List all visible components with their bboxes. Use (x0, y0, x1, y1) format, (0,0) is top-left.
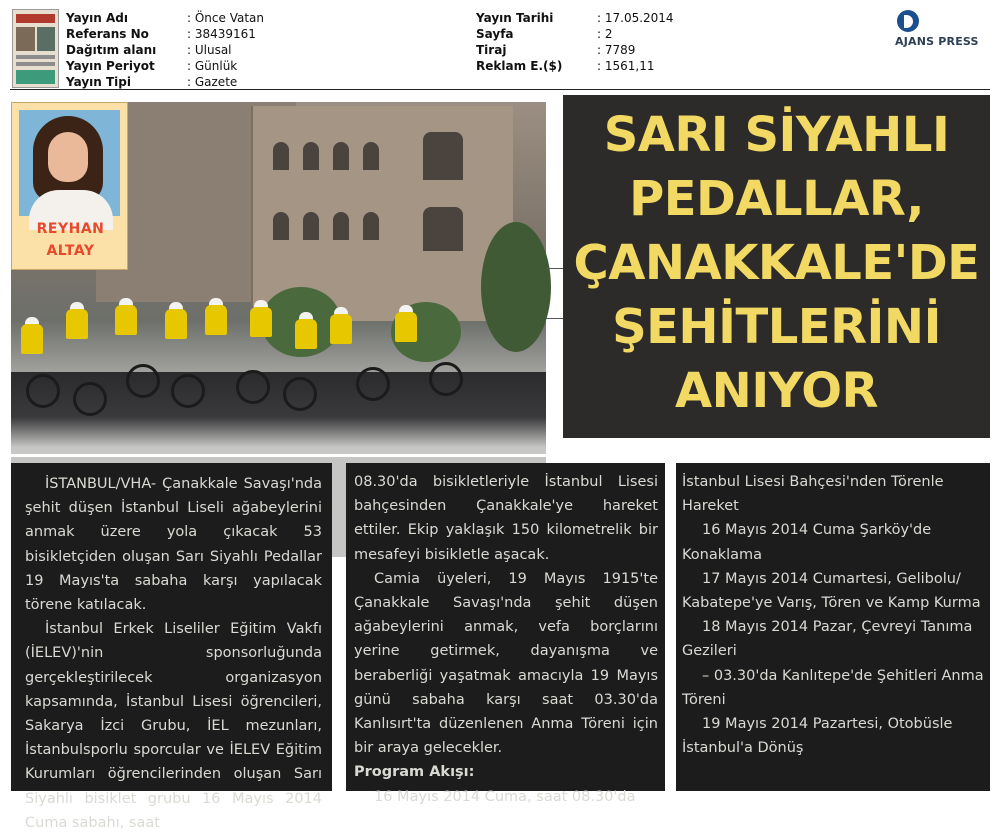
paragraph: İstanbul Erkek Liseliler Eğitim Vakfı (İELEV)'nin sponsorluğunda gerçekleştirilecek organizasyon kapsamında, İstanbul Lisesi öğrencileri, Sakarya İzci Grubu, İEL mezunları, İstanbulsporlu sporcular ve İELEV Eğitim Kurumları öğrencilerinden oluşan Sarı Siyahlı bisiklet grubu 16 Mayıs 2014 Cuma sabahı, saat (25, 621, 322, 831)
photo-headline-connector (546, 268, 563, 319)
info-value: : Gazete (187, 75, 238, 89)
info-label: Yayın Tipi (66, 75, 131, 89)
info-label: Reklam E.($) (476, 59, 563, 73)
info-row-reference-no (66, 26, 264, 42)
paragraph: İSTANBUL/VHA- Çanakkale Savaşı'nda şehit düşen İstanbul Liseli ağabeylerini anmak üzere yola çıkacak 53 bisikletçiden oluşan Sarı Siyahlı Pedallar 19 Mayıs'ta sabaha karşı yapılacak törene katılacak. (25, 476, 322, 614)
article-photo (11, 102, 546, 454)
article-headline (563, 103, 990, 423)
author-photo (19, 110, 120, 216)
info-row-page (476, 26, 674, 42)
info-label: Yayın Periyot (66, 59, 155, 73)
info-row-distribution (66, 42, 264, 58)
info-label: Yayın Tarihi (476, 11, 554, 25)
info-label: Tiraj (476, 43, 507, 57)
article-column-2 (346, 463, 665, 805)
info-label: Yayın Adı (66, 11, 128, 25)
article-column-3 (676, 463, 990, 791)
info-label: Referans No (66, 27, 149, 41)
info-value: : Günlük (187, 59, 238, 73)
info-value: : 7789 (597, 43, 636, 57)
author-last-name: ALTAY (46, 243, 95, 259)
program-item: 17 Mayıs 2014 Cumartesi, Gelibolu/ Kabatepe'ye Varış, Tören ve Kamp Kurma (682, 570, 981, 612)
publication-info (66, 10, 264, 90)
logo-mark-icon (897, 10, 919, 32)
headline-box (563, 95, 990, 438)
program-item: – 03.30'da Kanlıtepe'de Şehitleri Anma Töreni (682, 667, 984, 708)
info-value: : Ulusal (187, 43, 232, 57)
info-value: : 2 (597, 27, 613, 41)
info-row-date (476, 10, 674, 26)
ajans-press-logo (895, 10, 988, 50)
info-row-circulation (476, 42, 674, 58)
program-item: 16 Mayıs 2014 Cuma Şarköy'de Konaklama (682, 522, 932, 563)
program-item: 19 Mayıs 2014 Pazartesi, Otobüsle İstanbul'a Dönüş (682, 716, 953, 757)
info-value: : 38439161 (187, 27, 256, 41)
headline-line: ANIYOR (675, 363, 878, 419)
headline-line: ŞEHİTLERİNİ (612, 299, 941, 355)
info-row-publication-name (66, 10, 264, 26)
info-row-period (66, 58, 264, 74)
info-row-ad-value (476, 58, 674, 74)
logo-text: AJANS PRESS (895, 35, 979, 48)
page-thumbnail[interactable] (12, 9, 59, 88)
info-label: Sayfa (476, 27, 514, 41)
author-portrait (11, 102, 128, 270)
info-value: : 17.05.2014 (597, 11, 674, 25)
info-value: : 1561,11 (597, 59, 655, 73)
program-item: 18 Mayıs 2014 Pazar, Çevreyi Tanıma Gezileri (682, 619, 973, 660)
info-label: Dağıtım alanı (66, 43, 157, 57)
headline-line: PEDALLAR, (629, 171, 924, 227)
paragraph: Camia üyeleri, 19 Mayıs 1915'te Çanakkale Savaşı'nda şehit düşen ağabeylerini anmak, vefa borçlarını yerine getirmek, dayanışma ve beraberliği yaşatmak amacıyla 19 Mayıs günü sabaha karşı saat 03.30'da Kanlısırt'ta düzenlenen Anma Töreni için bir araya gelecekler. (354, 570, 658, 757)
author-first-name: REYHAN (36, 221, 105, 237)
program-item: İstanbul Lisesi Bahçesi'nden Törenle Hareket (682, 474, 944, 515)
headline-line: ÇANAKKALE'DE (573, 235, 980, 291)
header-divider (10, 89, 990, 90)
info-value: : Önce Vatan (187, 11, 264, 25)
headline-line: SARI SİYAHLI (603, 107, 950, 163)
article-column-1 (11, 463, 332, 831)
info-row-type (66, 74, 264, 90)
program-heading: Program Akışı: (354, 764, 475, 781)
publication-stats (476, 10, 674, 74)
paragraph: 08.30'da bisikletleriyle İstanbul Lisesi bahçesinden Çanakkale'ye hareket ettiler. Ekip yaklaşık 150 kilometrelik bir mesafeyi bisikletle aşacak. (354, 474, 658, 563)
program-item: 16 Mayıs 2014 Cuma, saat 08.30'da (374, 788, 636, 805)
